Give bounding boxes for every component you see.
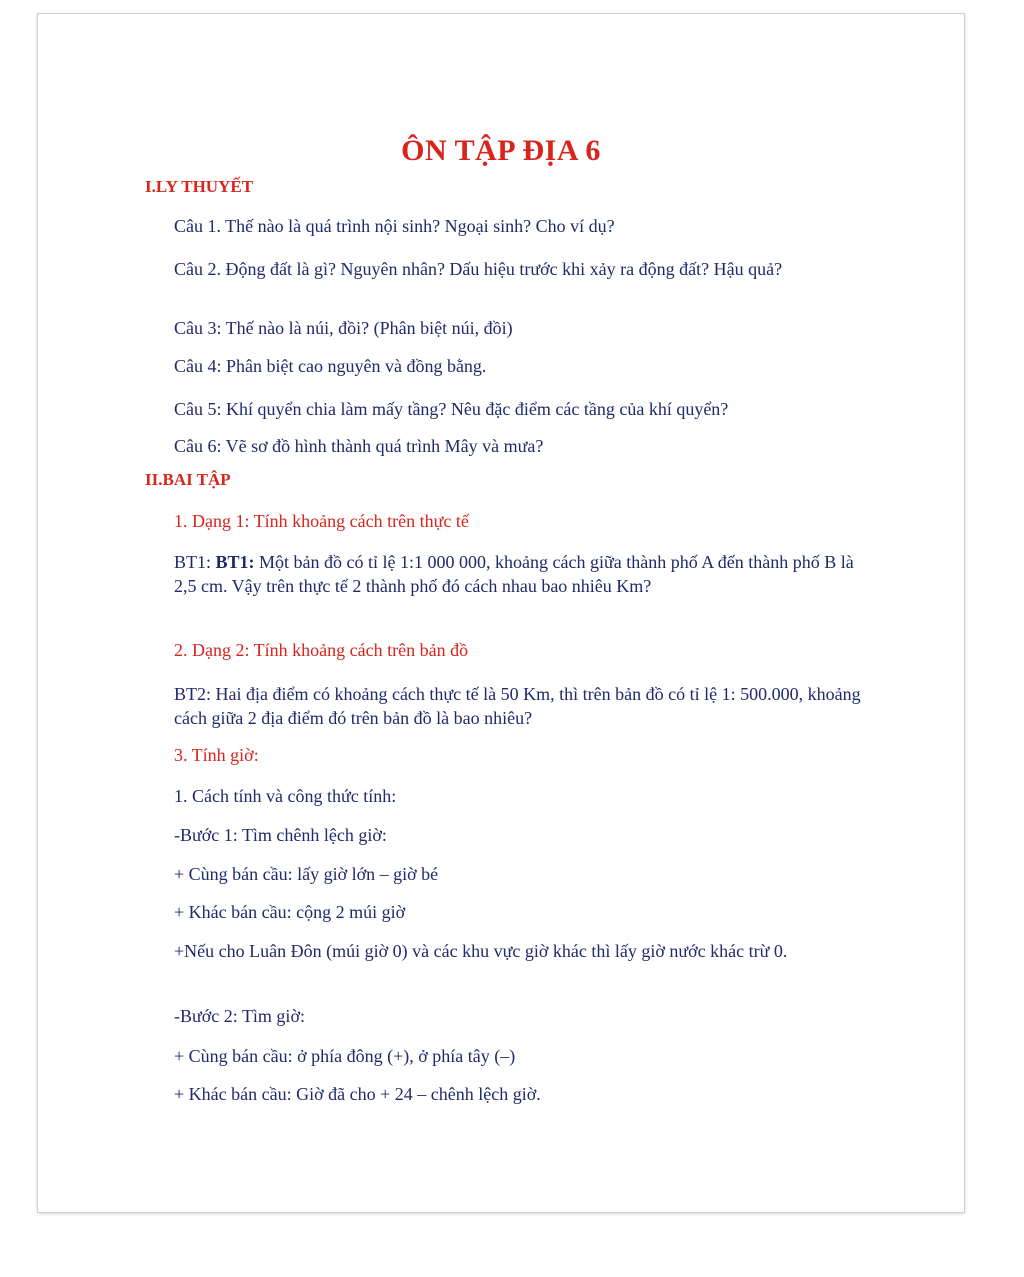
question-6: Câu 6: Vẽ sơ đồ hình thành quá trình Mây và mưa? bbox=[174, 436, 544, 456]
type-1-label: 1. Dạng 1: Tính khoảng cách trên thực tế bbox=[174, 511, 469, 531]
time-line-6: -Bước 2: Tìm giờ: bbox=[174, 1006, 305, 1026]
exercise-1-bold-label: BT1: bbox=[215, 552, 255, 572]
question-4: Câu 4: Phân biệt cao nguyên và đồng bằng. bbox=[174, 356, 487, 376]
question-2: Câu 2. Động đất là gì? Nguyên nhân? Dấu hiệu trước khi xảy ra động đất? Hậu quả? bbox=[174, 259, 783, 279]
document-title: ÔN TẬP ĐỊA 6 bbox=[401, 134, 601, 167]
exercise-1-prefix: BT1: bbox=[174, 552, 216, 572]
time-line-3: + Cùng bán cầu: lấy giờ lớn – giờ bé bbox=[174, 864, 439, 884]
type-3-label: 3. Tính giờ: bbox=[174, 745, 259, 765]
section-heading-exercises: II.BAI TẬP bbox=[145, 470, 231, 489]
time-line-2: -Bước 1: Tìm chênh lệch giờ: bbox=[174, 825, 387, 845]
type-2-label: 2. Dạng 2: Tính khoảng cách trên bản đồ bbox=[174, 640, 469, 660]
question-5: Câu 5: Khí quyển chia làm mấy tầng? Nêu đặc điểm các tầng của khí quyển? bbox=[174, 399, 729, 419]
time-line-4: + Khác bán cầu: cộng 2 múi giờ bbox=[174, 902, 406, 922]
exercise-2: BT2: Hai địa điểm có khoảng cách thực tế là 50 Km, thì trên bản đồ có tỉ lệ 1: 500.000, khoảng cách giữa 2 địa điểm đó trên bản đồ là bao nhiêu? bbox=[174, 684, 861, 728]
time-line-5: +Nếu cho Luân Đôn (múi giờ 0) và các khu vực giờ khác thì lấy giờ nước khác trừ 0. bbox=[174, 941, 788, 961]
question-3: Câu 3: Thế nào là núi, đồi? (Phân biệt núi, đồi) bbox=[174, 318, 513, 338]
time-line-8: + Khác bán cầu: Giờ đã cho + 24 – chênh lệch giờ. bbox=[174, 1084, 541, 1104]
document-page bbox=[37, 13, 965, 1213]
exercise-1 bbox=[174, 550, 864, 598]
time-line-7: + Cùng bán cầu: ở phía đông (+), ở phía tây (–) bbox=[174, 1046, 516, 1066]
question-1: Câu 1. Thế nào là quá trình nội sinh? Ngoại sinh? Cho ví dụ? bbox=[174, 216, 615, 236]
section-heading-theory: I.LY THUYẾT bbox=[145, 177, 254, 196]
exercise-1-text: Một bản đồ có tỉ lệ 1:1 000 000, khoảng cách giữa thành phố A đến thành phố B là 2,5 cm. Vậy trên thực tế 2 thành phố đó cách nhau bao nhiêu Km? bbox=[174, 552, 854, 596]
time-line-1: 1. Cách tính và công thức tính: bbox=[174, 786, 397, 806]
